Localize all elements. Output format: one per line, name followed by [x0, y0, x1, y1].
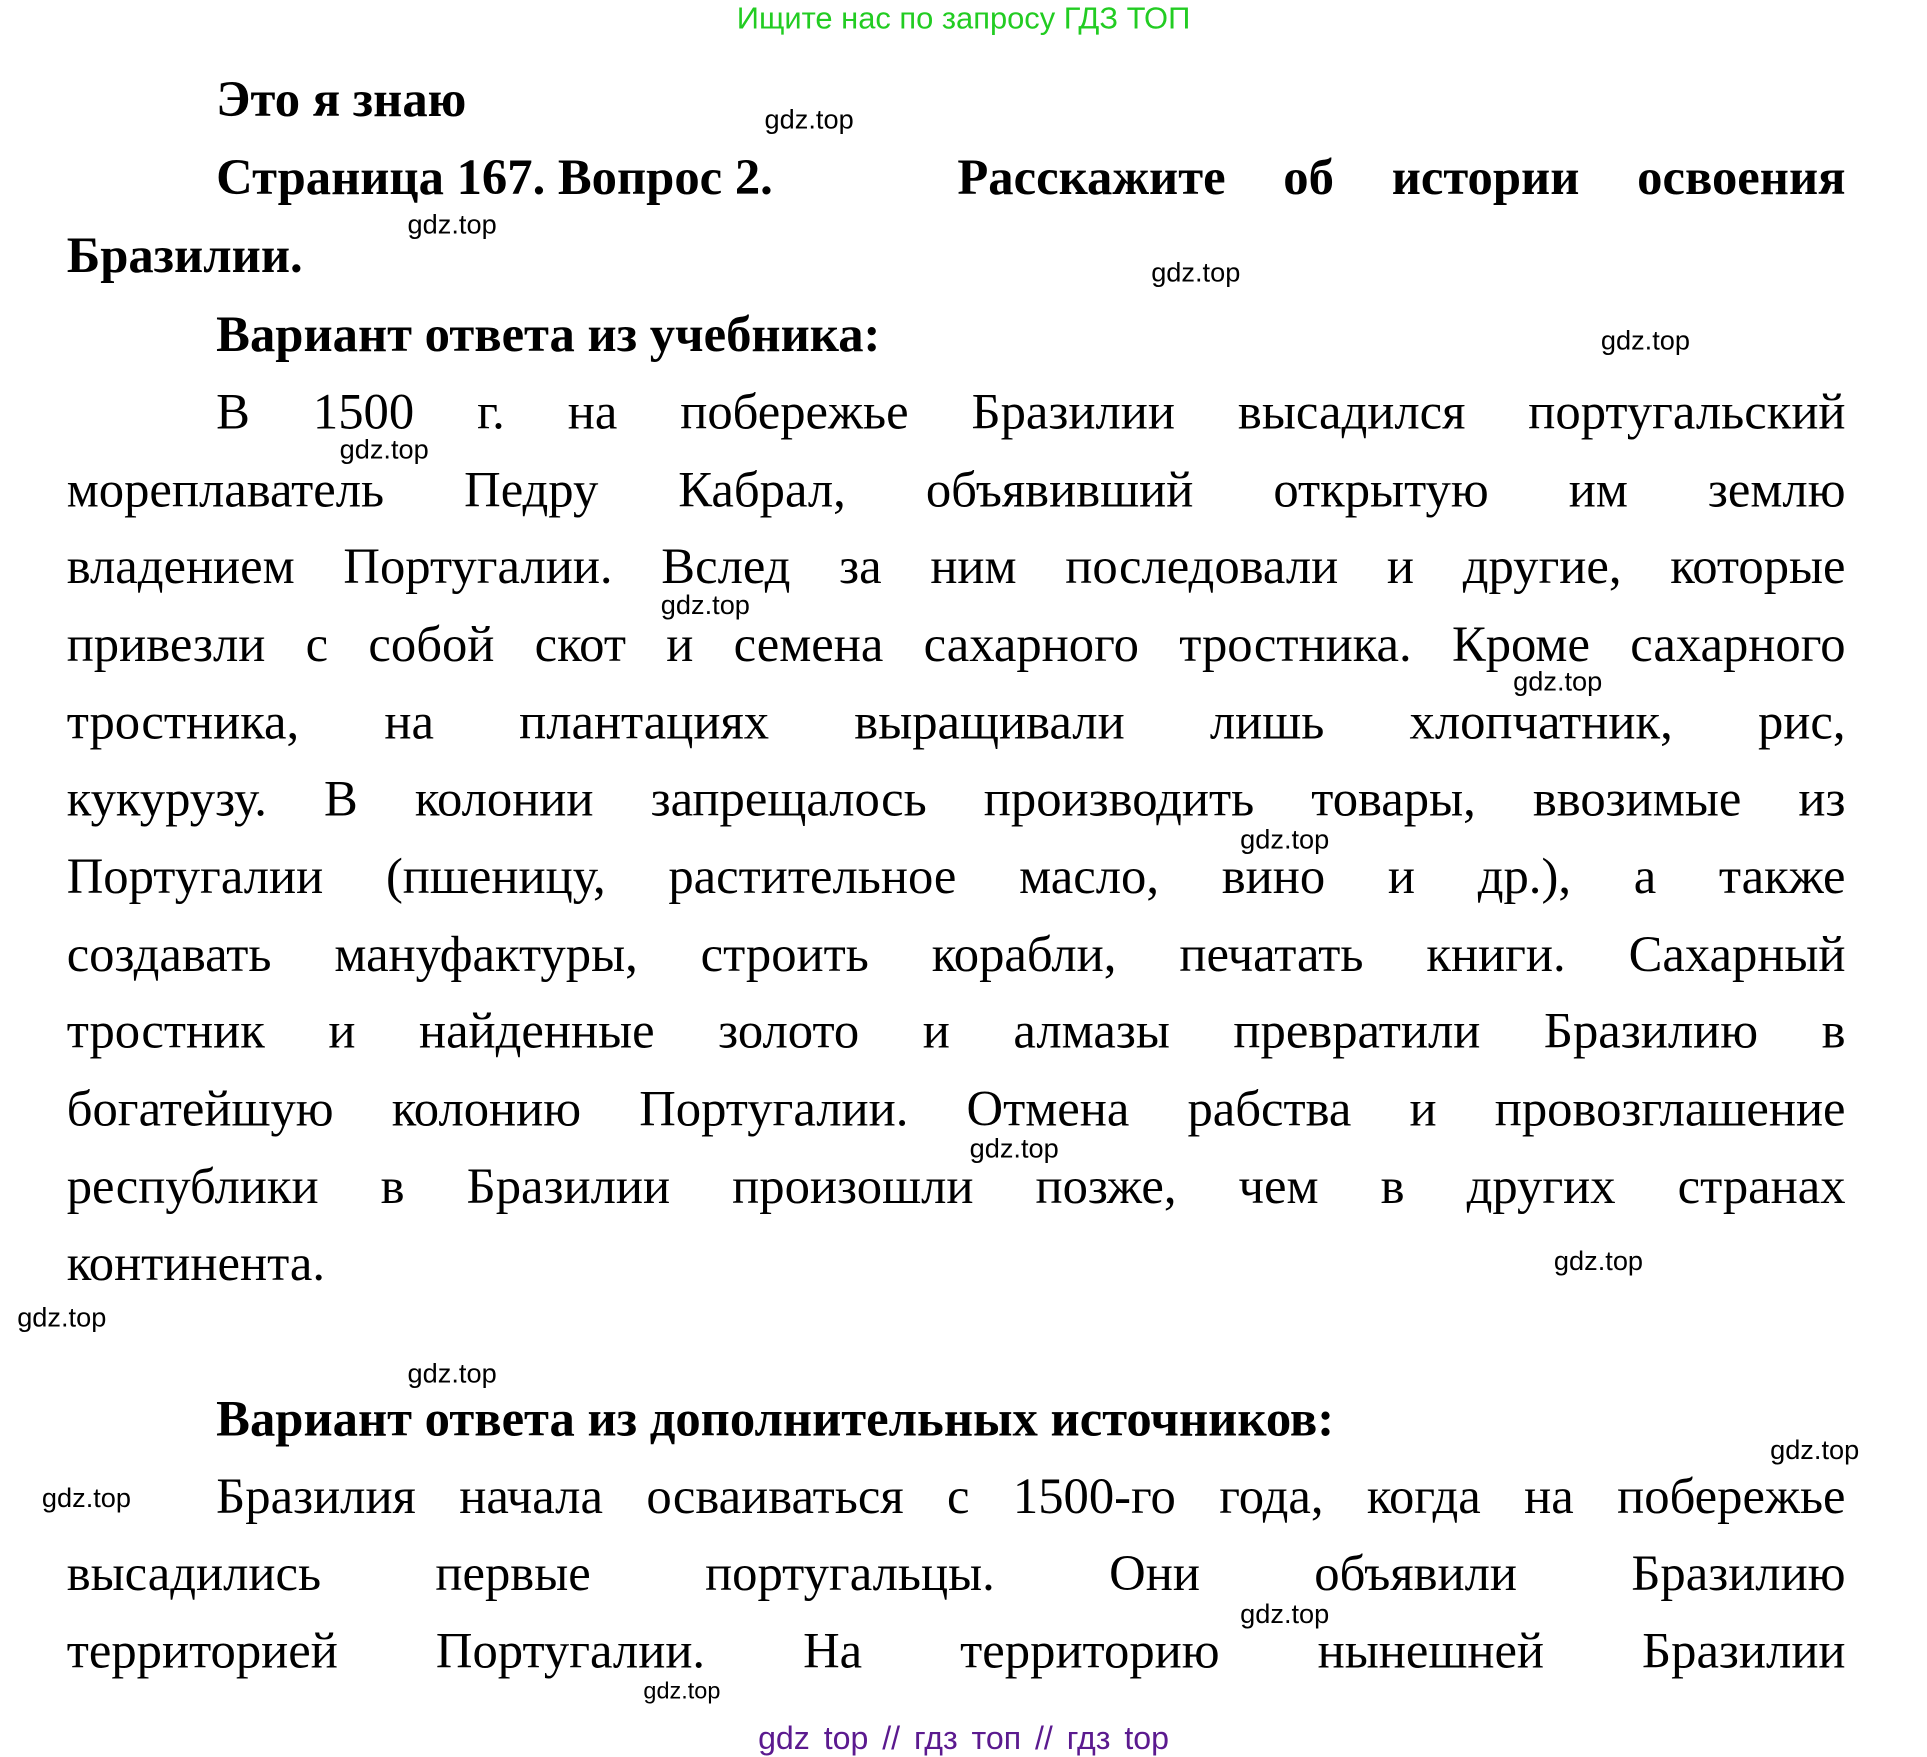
- answer1-line: тростник и найденные золото и алмазы превратили Бразилию в: [66, 1001, 1846, 1059]
- answer2-line: высадились первые португальцы. Они объявили Бразилию: [66, 1544, 1846, 1601]
- watermark: gdz.top: [17, 1302, 107, 1333]
- answer2-heading: Вариант ответа из дополнительных источников:: [216, 1389, 1335, 1447]
- question-label: Страница 167. Вопрос 2.: [216, 148, 773, 206]
- watermark: gdz.top: [660, 589, 750, 621]
- answer1-line: тростника, на плантациях выращивали лишь хлопчатник, рис,: [66, 693, 1846, 750]
- answer1-line: создавать мануфактуры, строить корабли, печатать книги. Сахарный: [66, 925, 1846, 983]
- bottom-banner[interactable]: gdz top // гдз топ // гдз top: [758, 1719, 1169, 1757]
- watermark: gdz.top: [1770, 1434, 1860, 1466]
- watermark: gdz.top: [969, 1132, 1059, 1164]
- answer1-line: В 1500 г. на побережье Бразилии высадился португальский: [216, 382, 1846, 440]
- answer1-line: привезли с собой скот и семена сахарного тростника. Кроме сахарного: [66, 615, 1846, 673]
- answer1-line: республики в Бразилии произошли позже, чем в других странах: [66, 1157, 1846, 1215]
- answer2-line: Бразилия начала осваиваться с 1500-го года, когда на побережье: [216, 1467, 1846, 1525]
- watermark: gdz.top: [407, 208, 497, 240]
- answer1-line: Португалии (пшеницу, растительное масло, вино и др.), а также: [66, 847, 1846, 905]
- answer1-line: мореплаватель Педру Кабрал, объявивший открытую им землю: [66, 460, 1846, 518]
- watermark: gdz.top: [1240, 1598, 1330, 1630]
- answer1-line: континента.: [66, 1234, 325, 1291]
- answer1-line: богатейшую колонию Португалии. Отмена рабства и провозглашение: [66, 1079, 1846, 1137]
- watermark: gdz.top: [643, 1678, 721, 1705]
- watermark: gdz.top: [1240, 823, 1330, 855]
- watermark: gdz.top: [339, 433, 429, 465]
- watermark: gdz.top: [1600, 324, 1690, 356]
- watermark: gdz.top: [1151, 256, 1241, 288]
- section-title: Это я знаю: [216, 70, 467, 128]
- answer1-heading: Вариант ответа из учебника:: [216, 305, 881, 362]
- answer1-line: владением Португалии. Вслед за ним последовали и другие, которые: [66, 537, 1846, 595]
- watermark: gdz.top: [1553, 1245, 1644, 1277]
- question-text-cont: Бразилии.: [66, 226, 303, 283]
- answer1-line: кукурузу. В колонии запрещалось производить товары, ввозимые из: [66, 769, 1846, 827]
- watermark: gdz.top: [1513, 665, 1603, 697]
- top-banner[interactable]: Ищите нас по запросу ГДЗ ТОП: [736, 1, 1191, 36]
- answer2-line: территорией Португалии. На территорию нынешней Бразилии: [66, 1621, 1846, 1679]
- watermark: gdz.top: [41, 1482, 132, 1514]
- question-text: Расскажите об истории освоения: [957, 148, 1846, 206]
- watermark: gdz.top: [407, 1357, 497, 1389]
- watermark: gdz.top: [764, 103, 854, 135]
